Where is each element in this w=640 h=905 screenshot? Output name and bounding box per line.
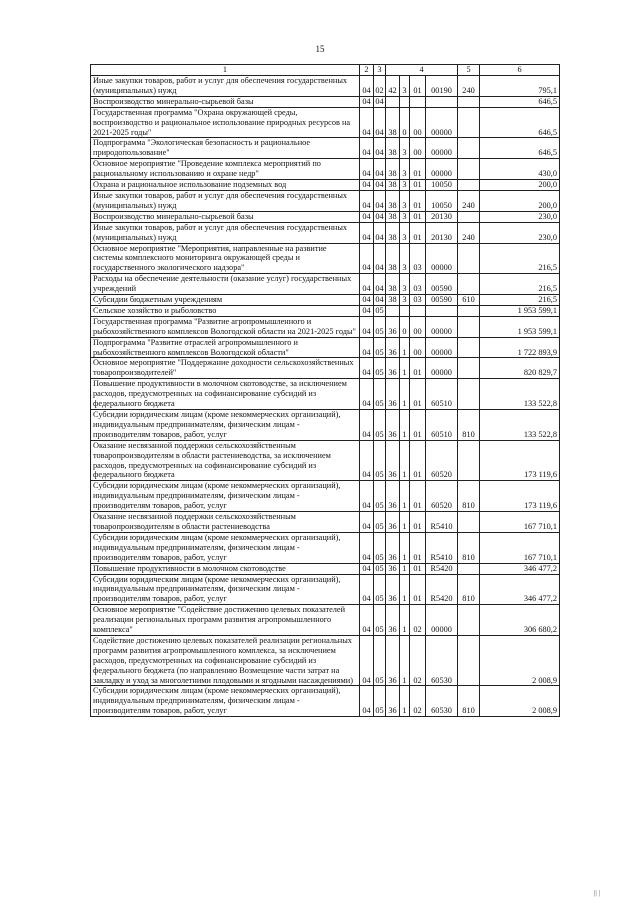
row-name-cell: Оказание несвязанной поддержки сельскохозяйственным товаропроизводителям в области растениеводства, за исключением расходов, предусмотренных на софинансирование субсидий из федерального бюджета	[91, 440, 360, 481]
row-name-cell: Воспроизводство минерально-сырьевой базы	[91, 211, 360, 222]
row-code-cell: 38	[386, 295, 400, 306]
row-code-cell: 810	[458, 481, 480, 512]
row-code-cell: 01	[410, 211, 426, 222]
row-code-cell: 610	[458, 295, 480, 306]
row-code-cell: 00	[410, 316, 426, 337]
row-code-cell: 03	[410, 243, 426, 274]
row-code-cell: 810	[458, 574, 480, 605]
row-code-cell: 01	[410, 481, 426, 512]
row-code-cell: 05	[374, 358, 386, 379]
table-row	[91, 243, 560, 274]
row-code-cell	[458, 358, 480, 379]
row-code-cell: 36	[386, 440, 400, 481]
row-amount-cell: 230,0	[480, 211, 560, 222]
row-code-cell	[458, 138, 480, 159]
row-code-cell: 01	[410, 563, 426, 574]
row-code-cell: 04	[360, 107, 374, 138]
row-name-cell: Воспроизводство минерально-сырьевой базы	[91, 96, 360, 107]
row-amount-cell: 646,5	[480, 96, 560, 107]
row-code-cell	[458, 635, 480, 686]
header-cell: 2	[360, 65, 374, 76]
row-code-cell: 240	[458, 76, 480, 97]
row-code-cell: R5420	[426, 574, 458, 605]
row-code-cell: 1	[400, 635, 410, 686]
row-code-cell	[458, 337, 480, 358]
row-code-cell: 38	[386, 190, 400, 211]
row-code-cell: 04	[360, 574, 374, 605]
row-code-cell: 05	[374, 316, 386, 337]
table-row	[91, 337, 560, 358]
row-code-cell: 240	[458, 190, 480, 211]
row-amount-cell: 2 008,9	[480, 635, 560, 686]
row-code-cell: 05	[374, 686, 386, 717]
row-code-cell: 01	[410, 180, 426, 191]
row-code-cell: 04	[374, 107, 386, 138]
row-amount-cell: 200,0	[480, 180, 560, 191]
row-code-cell: 1	[400, 605, 410, 636]
row-code-cell: 00000	[426, 358, 458, 379]
row-code-cell: 04	[360, 410, 374, 441]
row-code-cell	[410, 96, 426, 107]
row-code-cell: 05	[374, 337, 386, 358]
row-name-cell: Государственная программа "Развитие агропромышленного и рыбохозяйственного комплексов Вологодской области на 2021-2025 годы"	[91, 316, 360, 337]
row-code-cell: 36	[386, 337, 400, 358]
row-code-cell: 04	[360, 635, 374, 686]
row-amount-cell: 133 522,8	[480, 410, 560, 441]
table-row	[91, 190, 560, 211]
row-code-cell: 01	[410, 440, 426, 481]
row-code-cell: 04	[374, 138, 386, 159]
row-code-cell: 810	[458, 532, 480, 563]
row-code-cell: 1	[400, 358, 410, 379]
row-amount-cell: 216,5	[480, 243, 560, 274]
row-code-cell: 3	[400, 243, 410, 274]
row-code-cell: 04	[360, 76, 374, 97]
row-code-cell: 1	[400, 574, 410, 605]
row-code-cell	[458, 243, 480, 274]
row-amount-cell: 646,5	[480, 107, 560, 138]
table-row	[91, 574, 560, 605]
row-code-cell: 60520	[426, 440, 458, 481]
row-code-cell: 36	[386, 481, 400, 512]
row-name-cell: Сельское хозяйство и рыболовство	[91, 305, 360, 316]
row-code-cell	[458, 316, 480, 337]
table-row	[91, 481, 560, 512]
row-code-cell	[458, 180, 480, 191]
table-row	[91, 222, 560, 243]
row-code-cell: 01	[410, 379, 426, 410]
row-code-cell: 1	[400, 532, 410, 563]
row-code-cell: R5410	[426, 532, 458, 563]
row-code-cell: 00590	[426, 274, 458, 295]
row-code-cell: 04	[360, 211, 374, 222]
row-code-cell: 10050	[426, 190, 458, 211]
row-amount-cell: 230,0	[480, 222, 560, 243]
row-code-cell: R5410	[426, 512, 458, 533]
table-row	[91, 605, 560, 636]
row-code-cell: 0	[400, 316, 410, 337]
row-code-cell: 05	[374, 410, 386, 441]
header-cell: 3	[374, 65, 386, 76]
table-row	[91, 316, 560, 337]
row-name-cell: Субсидии юридическим лицам (кроме некоммерческих организаций), индивидуальным предпринимателям, физическим лицам - производителям товаров, работ, услуг	[91, 686, 360, 717]
row-code-cell: 42	[386, 76, 400, 97]
table-row	[91, 295, 560, 306]
row-code-cell: 01	[410, 222, 426, 243]
row-code-cell: 38	[386, 107, 400, 138]
row-code-cell: 04	[360, 605, 374, 636]
row-code-cell: 04	[374, 190, 386, 211]
table-row	[91, 159, 560, 180]
row-code-cell: 3	[400, 274, 410, 295]
row-name-cell: Иные закупки товаров, работ и услуг для обеспечения государственных (муниципальных) нужд	[91, 222, 360, 243]
row-code-cell	[386, 305, 400, 316]
row-code-cell: 04	[360, 358, 374, 379]
row-code-cell: 04	[374, 243, 386, 274]
row-code-cell: 04	[360, 512, 374, 533]
row-code-cell: 3	[400, 190, 410, 211]
row-amount-cell: 306 680,2	[480, 605, 560, 636]
row-code-cell: 38	[386, 138, 400, 159]
row-code-cell: 60520	[426, 481, 458, 512]
budget-table	[90, 64, 560, 717]
row-code-cell	[410, 305, 426, 316]
row-code-cell: 01	[410, 410, 426, 441]
table-row	[91, 96, 560, 107]
row-code-cell: 04	[360, 190, 374, 211]
row-code-cell: 04	[360, 686, 374, 717]
row-code-cell: 04	[360, 305, 374, 316]
row-code-cell	[458, 96, 480, 107]
row-name-cell: Основное мероприятие "Поддержание доходности сельскохозяйственных товаропроизводителей"	[91, 358, 360, 379]
row-code-cell	[458, 107, 480, 138]
row-name-cell: Субсидии юридическим лицам (кроме некоммерческих организаций), индивидуальным предпринимателям, физическим лицам - производителям товаров, работ, услуг	[91, 410, 360, 441]
row-name-cell: Основное мероприятие "Мероприятия, направленные на развитие системы комплексного мониторинга окружающей среды и государственного экологического надзора"	[91, 243, 360, 274]
row-code-cell: 1	[400, 481, 410, 512]
row-code-cell: 1	[400, 686, 410, 717]
row-code-cell: 04	[374, 159, 386, 180]
table-row	[91, 686, 560, 717]
row-code-cell	[458, 159, 480, 180]
row-code-cell: 3	[400, 159, 410, 180]
row-code-cell: 04	[360, 180, 374, 191]
row-code-cell: 00000	[426, 337, 458, 358]
row-code-cell: 60510	[426, 410, 458, 441]
table-row	[91, 180, 560, 191]
row-code-cell: 36	[386, 635, 400, 686]
row-code-cell: 04	[375, 211, 384, 221]
row-name-cell: Иные закупки товаров, работ и услуг для обеспечения государственных (муниципальных) нужд	[91, 76, 360, 97]
row-code-cell: 60510	[426, 379, 458, 410]
header-cell: 4	[386, 65, 458, 76]
row-code-cell: 04	[360, 440, 374, 481]
header-cell: 5	[458, 65, 480, 76]
row-name-cell: Охрана и рациональное использование подземных вод	[91, 180, 360, 191]
table-row	[91, 76, 560, 97]
row-code-cell: 05	[374, 440, 386, 481]
row-amount-cell: 167 710,1	[480, 512, 560, 533]
row-code-cell: 36	[386, 532, 400, 563]
row-code-cell: 00590	[426, 295, 458, 306]
table-row	[91, 563, 560, 574]
row-code-cell: 02	[410, 686, 426, 717]
row-code-cell: 00000	[426, 138, 458, 159]
row-code-cell: 1	[400, 563, 410, 574]
row-code-cell: 3	[400, 222, 410, 243]
row-code-cell: 3	[400, 211, 410, 222]
row-code-cell: 36	[386, 686, 400, 717]
row-code-cell: 1	[400, 440, 410, 481]
page-corner-mark: || |	[594, 889, 600, 897]
row-code-cell: 04	[360, 295, 374, 306]
row-code-cell: 05	[374, 635, 386, 686]
row-code-cell: 02	[410, 605, 426, 636]
row-amount-cell: 1 953 599,1	[480, 305, 560, 316]
row-code-cell: 03	[410, 274, 426, 295]
row-code-cell: 01	[410, 159, 426, 180]
row-code-cell: 1	[400, 410, 410, 441]
table-row	[91, 305, 560, 316]
row-amount-cell: 216,5	[480, 274, 560, 295]
row-code-cell: 36	[386, 410, 400, 441]
table-row	[91, 440, 560, 481]
table-row	[91, 379, 560, 410]
row-code-cell: 00190	[426, 76, 458, 97]
row-code-cell: 3	[400, 295, 410, 306]
row-code-cell: 00000	[426, 316, 458, 337]
table-row	[91, 138, 560, 159]
row-code-cell: 36	[386, 574, 400, 605]
row-name-cell: Иные закупки товаров, работ и услуг для обеспечения государственных (муниципальных) нужд	[91, 190, 360, 211]
table-row	[91, 532, 560, 563]
row-code-cell	[458, 379, 480, 410]
row-name-cell: Субсидии юридическим лицам (кроме некоммерческих организаций), индивидуальным предпринимателям, физическим лицам - производителям товаров, работ, услуг	[91, 574, 360, 605]
row-code-cell: 05	[374, 481, 386, 512]
row-name-cell: Повышение продуктивности в молочном скотоводстве, за исключением расходов, предусмотренных на софинансирование субсидий из федерального бюджета	[91, 379, 360, 410]
row-code-cell: 04	[360, 316, 374, 337]
row-code-cell: 01	[410, 76, 426, 97]
row-code-cell: 02	[410, 635, 426, 686]
row-code-cell	[458, 274, 480, 295]
row-code-cell: 810	[458, 410, 480, 441]
row-code-cell: 05	[374, 512, 386, 533]
row-code-cell: 36	[386, 563, 400, 574]
row-code-cell: 04	[375, 96, 384, 106]
row-code-cell: 04	[360, 222, 374, 243]
row-code-cell: 04	[374, 222, 386, 243]
row-code-cell: 04	[360, 159, 374, 180]
row-code-cell: 04	[360, 563, 374, 574]
row-code-cell: 02	[374, 76, 386, 97]
row-code-cell: 04	[360, 138, 374, 159]
row-code-cell	[386, 96, 400, 107]
row-code-cell: 00	[410, 107, 426, 138]
row-code-cell	[458, 605, 480, 636]
row-name-cell: Основное мероприятие "Содействие достижению целевых показателей реализации региональных программ развития агропромышленного комплекса"	[91, 605, 360, 636]
table-row	[91, 410, 560, 441]
row-code-cell	[426, 96, 458, 107]
row-code-cell: 38	[386, 180, 400, 191]
row-code-cell: 05	[374, 605, 386, 636]
row-code-cell: 38	[386, 243, 400, 274]
row-amount-cell: 795,1	[480, 76, 560, 97]
row-amount-cell: 2 008,9	[480, 686, 560, 717]
row-code-cell: 3	[400, 138, 410, 159]
row-code-cell: 04	[374, 274, 386, 295]
row-amount-cell: 1 722 893,9	[480, 337, 560, 358]
row-code-cell	[426, 305, 458, 316]
row-code-cell: 04	[360, 532, 374, 563]
row-name-cell: Оказание несвязанной поддержки сельскохозяйственным товаропроизводителям в области растениеводства	[91, 512, 360, 533]
row-code-cell: 04	[360, 379, 374, 410]
row-code-cell: 36	[386, 605, 400, 636]
row-code-cell: 60530	[426, 635, 458, 686]
row-code-cell: 60530	[426, 686, 458, 717]
row-name-cell: Субсидии юридическим лицам (кроме некоммерческих организаций), индивидуальным предпринимателям, физическим лицам - производителям товаров, работ, услуг	[91, 481, 360, 512]
row-code-cell: 38	[386, 159, 400, 180]
row-amount-cell: 820 829,7	[480, 358, 560, 379]
row-code-cell: 04	[360, 96, 374, 107]
row-code-cell: 36	[386, 512, 400, 533]
row-code-cell: 03	[410, 295, 426, 306]
row-name-cell: Повышение продуктивности в молочном скотоводстве	[91, 563, 360, 574]
row-amount-cell: 133 522,8	[480, 379, 560, 410]
row-code-cell: 04	[360, 481, 374, 512]
row-code-cell: 01	[410, 574, 426, 605]
row-code-cell: 01	[410, 358, 426, 379]
row-code-cell: 00000	[426, 159, 458, 180]
row-code-cell: 38	[386, 274, 400, 295]
row-code-cell: 00000	[426, 107, 458, 138]
row-amount-cell: 216,5	[480, 295, 560, 306]
row-code-cell: 01	[410, 512, 426, 533]
row-code-cell: 1	[400, 337, 410, 358]
row-name-cell: Подпрограмма "Развитие отраслей агропромышленного и рыбохозяйственного комплексов Вологодской области"	[91, 337, 360, 358]
row-code-cell: 10050	[426, 180, 458, 191]
table-row	[91, 211, 560, 222]
row-code-cell	[458, 512, 480, 533]
row-code-cell: 36	[386, 358, 400, 379]
row-code-cell: 20130	[426, 211, 458, 222]
row-code-cell: 36	[386, 379, 400, 410]
row-code-cell: 38	[386, 222, 400, 243]
row-code-cell: 1	[400, 512, 410, 533]
row-name-cell: Субсидии юридическим лицам (кроме некоммерческих организаций), индивидуальным предпринимателям, физическим лицам - производителям товаров, работ, услуг	[91, 532, 360, 563]
header-cell: 6	[480, 65, 560, 76]
row-code-cell: 00000	[426, 605, 458, 636]
row-name-cell: Подпрограмма "Экологическая безопасность и рациональное природопользование"	[91, 138, 360, 159]
row-code-cell: 04	[360, 243, 374, 274]
table-row	[91, 358, 560, 379]
row-code-cell	[458, 440, 480, 481]
row-code-cell: 05	[375, 305, 384, 315]
row-code-cell	[458, 563, 480, 574]
row-code-cell: 810	[458, 686, 480, 717]
row-amount-cell: 167 710,1	[480, 532, 560, 563]
row-code-cell: 3	[400, 180, 410, 191]
row-code-cell: 04	[360, 274, 374, 295]
row-code-cell: 05	[374, 574, 386, 605]
row-code-cell: 01	[410, 532, 426, 563]
row-code-cell: 0	[400, 107, 410, 138]
row-code-cell: 3	[400, 76, 410, 97]
row-code-cell: 240	[458, 222, 480, 243]
row-code-cell: 01	[410, 190, 426, 211]
row-code-cell: 36	[386, 316, 400, 337]
row-amount-cell: 173 119,6	[480, 440, 560, 481]
table-row	[91, 274, 560, 295]
row-code-cell: 05	[375, 563, 384, 573]
row-code-cell	[458, 211, 480, 222]
row-code-cell: 05	[374, 532, 386, 563]
row-code-cell: 38	[386, 211, 400, 222]
row-amount-cell: 173 119,6	[480, 481, 560, 512]
row-code-cell: 00	[410, 337, 426, 358]
header-cell: 1	[91, 65, 360, 76]
row-code-cell: 04	[375, 295, 384, 305]
row-name-cell: Основное мероприятие "Проведение комплекса мероприятий по рациональному использованию и охране недр"	[91, 159, 360, 180]
row-amount-cell: 1 953 599,1	[480, 316, 560, 337]
row-code-cell: R5420	[426, 563, 458, 574]
row-code-cell: 04	[375, 180, 384, 190]
row-code-cell: 05	[374, 379, 386, 410]
row-code-cell: 00	[410, 138, 426, 159]
row-name-cell: Расходы на обеспечение деятельности (оказание услуг) государственных учреждений	[91, 274, 360, 295]
row-name-cell: Государственная программа "Охрана окружающей среды, воспроизводство и рациональное использование природных ресурсов на 2021-2025 годы"	[91, 107, 360, 138]
row-amount-cell: 646,5	[480, 138, 560, 159]
row-code-cell	[458, 305, 480, 316]
row-code-cell: 00000	[426, 243, 458, 274]
row-amount-cell: 200,0	[480, 190, 560, 211]
row-code-cell	[400, 305, 410, 316]
row-name-cell: Содействие достижению целевых показателей реализации региональных программ развития агропромышленного комплекса, за исключением расходов, предусмотренных на софинансирование субсидий из федерального бюджета (по направлению Возмещение части затрат на закладку и уход за многолетними плодовыми и ягодными насаждениями)	[91, 635, 360, 686]
row-amount-cell: 430,0	[480, 159, 560, 180]
row-code-cell: 20130	[426, 222, 458, 243]
header-row	[91, 65, 560, 76]
row-code-cell: 1	[400, 379, 410, 410]
row-amount-cell: 346 477,2	[480, 563, 560, 574]
table-row	[91, 512, 560, 533]
table-row	[91, 107, 560, 138]
row-name-cell: Субсидии бюджетным учреждениям	[91, 295, 360, 306]
page-number: 15	[315, 44, 325, 54]
row-amount-cell: 346 477,2	[480, 574, 560, 605]
row-code-cell: 04	[360, 337, 374, 358]
table-row	[91, 635, 560, 686]
row-code-cell	[400, 96, 410, 107]
